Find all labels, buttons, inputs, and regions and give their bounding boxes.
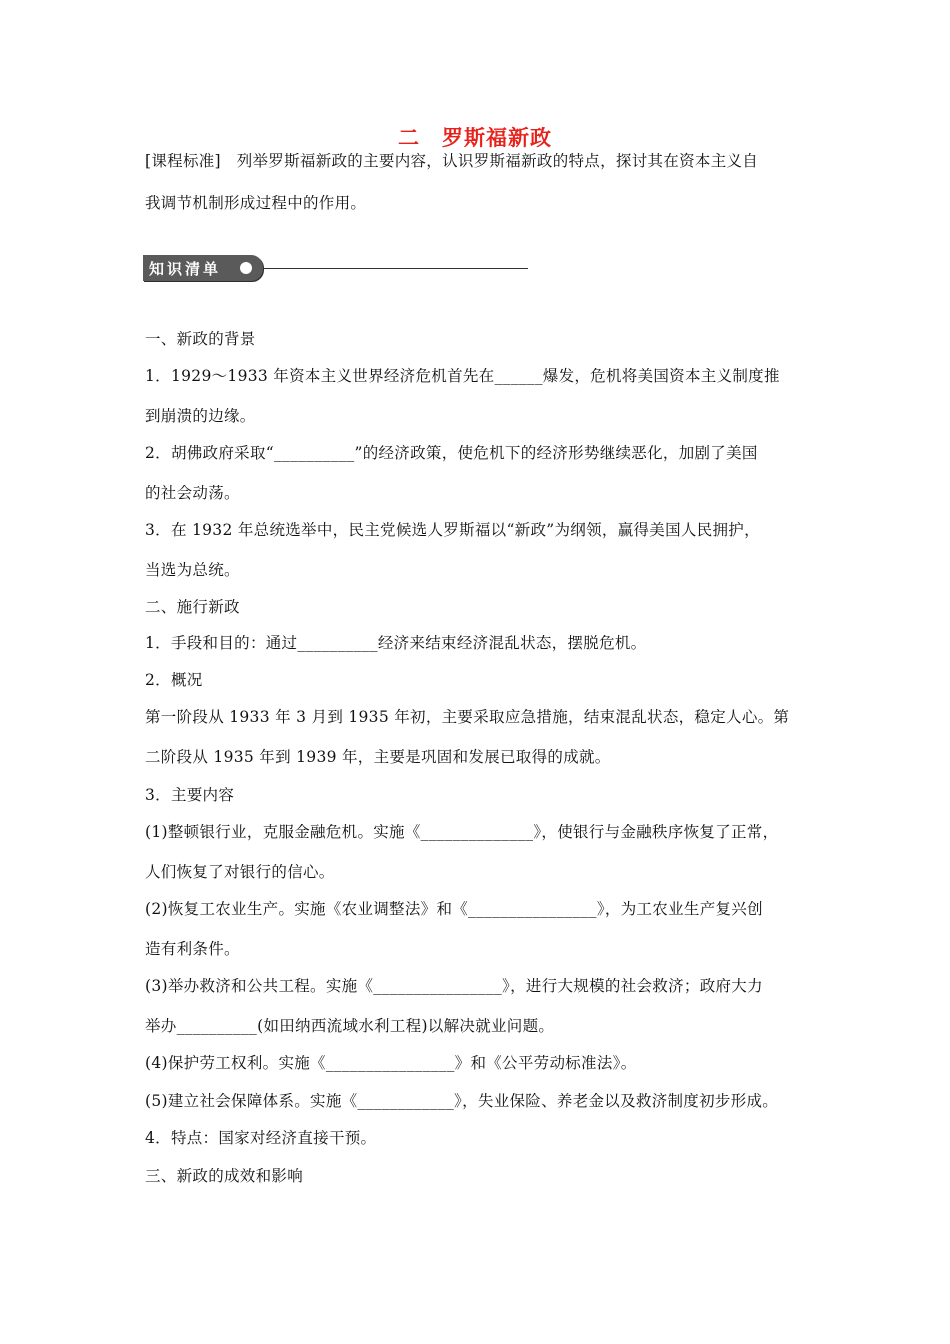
paragraph-line: 举办__________(如田纳西流域水利工程)以解决就业问题。 [145,1017,555,1035]
paragraph-line: 第一阶段从 1933 年 3 月到 1935 年初，主要采取应急措施，结束混乱状态，稳定人心。第 [145,708,790,726]
paragraph-line: (4)保护劳工权利。实施《________________》和《公平劳动标准法》。 [145,1054,637,1072]
paragraph-line: 1．1929～1933 年资本主义世界经济危机首先在______爆发，危机将美国资本主义制度推 [145,367,780,385]
heading-background: 一、新政的背景 [145,330,256,348]
paragraph-line: (2)恢复工农业生产。实施《农业调整法》和《________________》，为工农业生产复兴创 [145,900,763,918]
section-badge [143,255,263,281]
paragraph-line: (3)举办救济和公共工程。实施《________________》，进行大规模的社会救济；政府大力 [145,977,763,995]
section-header [143,255,528,281]
paragraph-line: 人们恢复了对银行的信心。 [145,863,335,881]
paragraph-line: 二阶段从 1935 年到 1939 年，主要是巩固和发展已取得的成就。 [145,748,611,766]
paragraph-line: 的社会动荡。 [145,484,240,502]
paragraph-line: 3．在 1932 年总统选举中，民主党候选人罗斯福以“新政”为纲领，赢得美国人民拥护， [145,521,760,539]
paragraph-line: 造有利条件。 [145,940,240,958]
paragraph-line: 3．主要内容 [145,786,235,804]
course-standard-line-1: [课程标准] 列举罗斯福新政的主要内容，认识罗斯福新政的特点，探讨其在资本主义自 [145,152,759,170]
bullet-dot-icon [240,262,252,274]
heading-implementation: 二、施行新政 [145,598,240,616]
paragraph-line: 2．概况 [145,671,203,689]
paragraph-line: 2．胡佛政府采取“__________”的经济政策，使危机下的经济形势继续恶化，加剧了美国 [145,444,758,462]
paragraph-line: (1)整顿银行业，克服金融危机。实施《______________》，使银行与金融秩序恢复了正常， [145,823,779,841]
section-badge-label: 知识清单 [149,260,222,278]
paragraph-line: 1．手段和目的：通过__________经济来结束经济混乱状态，摆脱危机。 [145,634,647,652]
course-standard-line-2: 我调节机制形成过程中的作用。 [145,194,367,212]
paragraph-line: 到崩溃的边缘。 [145,407,256,425]
page-title: 二 罗斯福新政 [398,125,552,150]
paragraph-line: (5)建立社会保障体系。实施《____________》，失业保险、养老金以及救济制度初步形成。 [145,1092,779,1110]
heading-effects: 三、新政的成效和影响 [145,1167,304,1185]
paragraph-line: 当选为总统。 [145,561,240,579]
section-divider [263,268,528,269]
paragraph-line: 4．特点：国家对经济直接干预。 [145,1129,377,1147]
